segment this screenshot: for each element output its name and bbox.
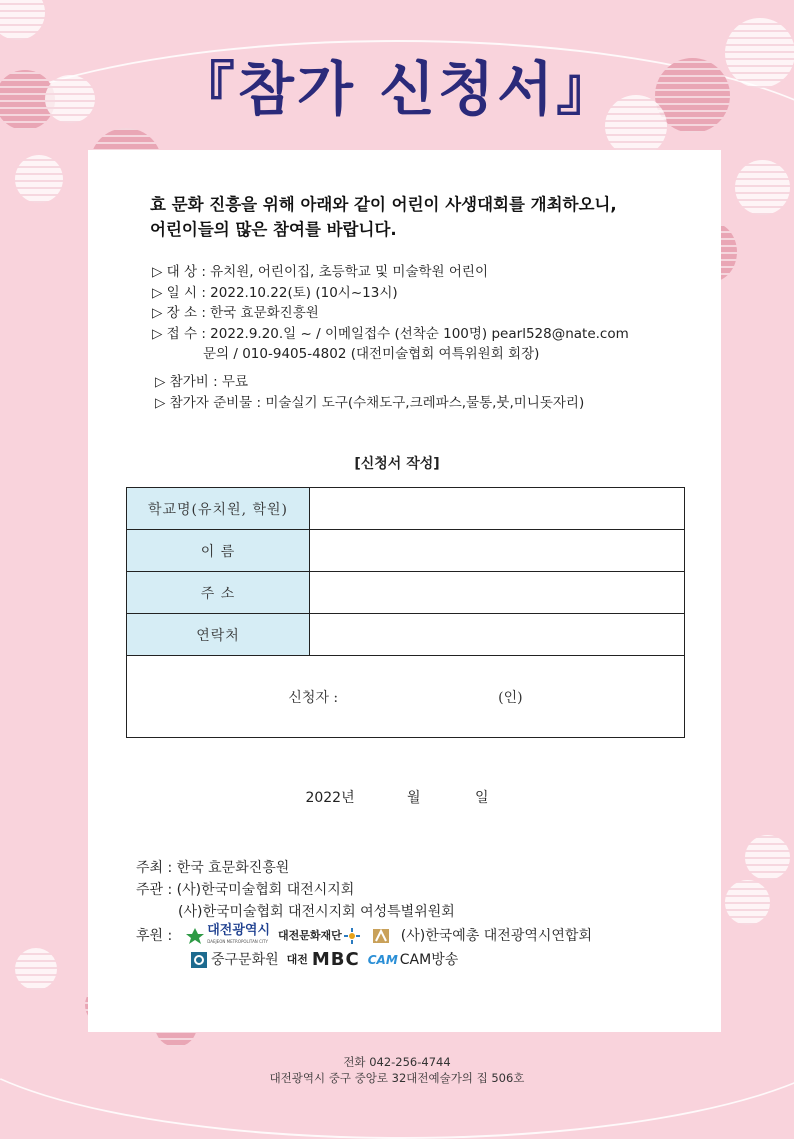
decor-lantern [725,880,770,925]
intro-line: 효 문화 진흥을 위해 아래와 같이 어린이 사생대회를 개최하오니, [150,195,617,214]
table-row [127,656,685,738]
date-line [0,787,794,807]
detail-location: ▷ 장 소 : 한국 효문화진흥원 [152,305,319,321]
daejeon-city-logo [186,925,270,947]
decor-lantern [0,0,45,40]
detail-registration: ▷ 접 수 : 2022.9.20.일 ~ / 이메일접수 (선착순 100명) pearl528@nate.com [152,325,629,342]
label-contact: 연락처 [127,614,310,656]
event-details [152,262,629,365]
support-line-2 [136,949,592,971]
form-section-title: [신청서 작성] [354,456,440,472]
mbc-prefix: 대전 [286,953,308,966]
junggu-logo [190,949,279,971]
cam-logo [368,949,459,971]
input-contact[interactable] [310,614,685,656]
foundation-logo [278,925,364,947]
date-month: 월 [407,790,421,806]
label-address: 주 소 [127,572,310,614]
junggu-icon [190,952,208,968]
foundation-name: 대전문화재단 [278,929,342,942]
detail-target: ▷ 대 상 : 유치원, 어린이집, 초등학교 및 미술학원 어린이 [152,264,488,280]
decor-lantern [745,835,790,880]
junggu-name: 중구문화원 [211,952,279,968]
input-school[interactable] [310,488,685,530]
support-line [136,925,592,947]
table-row [127,614,685,656]
cam-name: CAM방송 [399,952,459,968]
daejeon-city-name: 대전광역시 [207,923,271,938]
detail-supplies: ▷ 참가자 준비물 : 미술실기 도구(수채도구,크레파스,물통,붓,미니돗자리) [155,394,585,411]
footer-phone: 전화 042-256-4744 [343,1055,451,1069]
art-assoc-logo [372,928,393,944]
sponsors-block [136,857,592,971]
detail-datetime: ▷ 일 시 : 2022.10.22(토) (10시~13시) [152,284,398,301]
footer-address: 대전광역시 중구 중앙로 32대전예술가의 집 506호 [269,1071,525,1085]
application-form [126,487,685,738]
applicant-label: 신청자 : [288,689,339,706]
footer [0,1054,794,1086]
organizer-line: 주관 : (사)한국미술협회 대전시지회 [136,882,355,898]
signature-cell[interactable] [127,656,685,738]
host-line: 주최 : 한국 효문화진흥원 [136,860,290,876]
seal-label: (인) [498,689,523,706]
decor-lantern [15,155,63,203]
intro-text [150,192,690,242]
input-address[interactable] [310,572,685,614]
cam-logo-mark: CAM [367,953,398,967]
page-title: 『참가 신청서』 [176,55,618,123]
table-row [127,488,685,530]
date-year: 2022년 [305,790,355,806]
art-assoc-icon [372,928,390,944]
date-day: 일 [475,790,489,806]
mbc-name: MBC [311,949,360,970]
label-school: 학교명(유치원, 학원) [127,488,310,530]
label-name: 이 름 [127,530,310,572]
daejeon-city-sub: DAEJEON METROPOLITAN CITY [207,939,268,944]
organizer-line: (사)한국미술협회 대전시지회 여성특별위원회 [178,904,455,920]
event-extras [155,372,584,413]
foundation-icon [343,928,361,944]
detail-contact: 문의 / 010-9405-4802 (대전미술협회 여특위원회 회장) [203,346,540,362]
decor-lantern [735,160,790,215]
detail-fee: ▷ 참가비 : 무료 [155,374,249,390]
decor-lantern [15,948,57,990]
art-assoc-name: (사)한국예총 대전광역시연합회 [400,928,592,944]
intro-line: 어린이들의 많은 참여를 바랍니다. [150,220,397,239]
daejeon-city-icon [186,928,204,944]
table-row [127,530,685,572]
mbc-logo [287,949,360,971]
input-name[interactable] [310,530,685,572]
table-row [127,572,685,614]
support-label: 후원 : [136,928,173,944]
